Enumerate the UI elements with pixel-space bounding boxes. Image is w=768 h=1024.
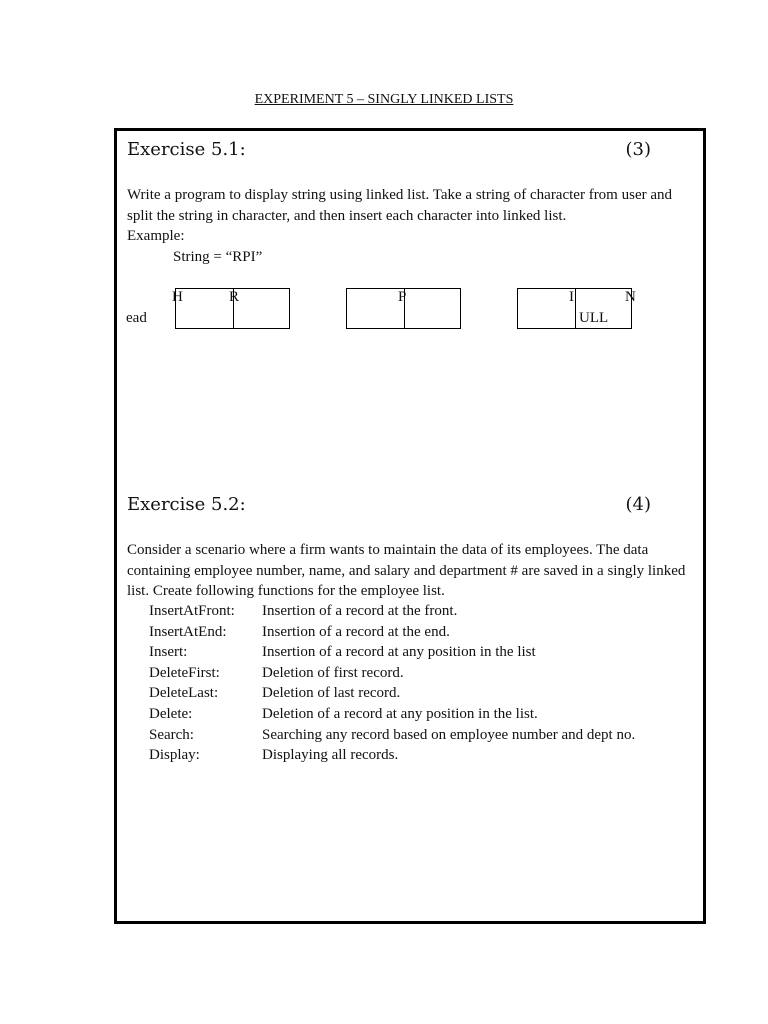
function-name: InsertAtEnd: — [149, 623, 227, 640]
function-row — [149, 725, 635, 746]
function-row — [149, 601, 635, 622]
null-label: ULL — [579, 310, 609, 326]
node-next-cell — [404, 289, 461, 328]
exercise-2-line: Consider a scenario where a firm wants to maintain the data of its employees. The data — [127, 542, 649, 558]
function-name: DeleteLast: — [149, 685, 219, 702]
function-description: Displaying all records. — [262, 747, 399, 764]
linked-list-diagram — [117, 131, 697, 351]
function-name: Insert: — [149, 644, 188, 661]
function-row — [149, 745, 635, 766]
list-node-2 — [346, 288, 461, 329]
exercise-1-line: split the string in character, and then insert each character into linked list. — [127, 207, 567, 224]
function-name: Display: — [149, 747, 200, 764]
node-data-cell — [518, 289, 575, 328]
node-next-cell — [233, 289, 290, 328]
exercise-2-title: Exercise 5.2: — [127, 494, 246, 515]
exercise-frame — [114, 128, 706, 924]
function-name: Delete: — [149, 705, 193, 722]
diagram-fragment: H — [172, 289, 183, 305]
function-description: Deletion of last record. — [262, 685, 401, 702]
diagram-fragment: P — [398, 289, 407, 305]
exercise-2-description — [127, 540, 697, 602]
function-name: Search: — [149, 726, 194, 743]
node-data-cell — [176, 289, 233, 328]
head-label: ead — [126, 310, 147, 326]
list-node-3 — [517, 288, 632, 329]
function-name: DeleteFirst: — [149, 664, 220, 681]
exercise-1-title: Exercise 5.1: — [127, 139, 246, 160]
function-name: InsertAtFront: — [149, 603, 235, 619]
function-description: Insertion of a record at any position in the list — [262, 644, 536, 661]
page-title: EXPERIMENT 5 – SINGLY LINKED LISTS — [254, 92, 514, 107]
function-row — [149, 642, 635, 663]
function-description: Deletion of first record. — [262, 664, 404, 681]
function-description: Insertion of a record at the front. — [262, 603, 458, 619]
diagram-fragment: R — [229, 289, 240, 305]
exercise-2-marks: (4) — [625, 494, 651, 515]
example-string: String = “RPI” — [173, 248, 263, 265]
diagram-fragment: N — [625, 289, 636, 305]
function-row — [149, 683, 635, 704]
node-data-cell — [347, 289, 407, 328]
exercise-2-line: list. Create following functions for the employee list. — [127, 583, 445, 600]
function-row — [149, 704, 635, 725]
function-description: Insertion of a record at the end. — [262, 623, 450, 640]
exercise-1-line: Example: — [127, 228, 185, 245]
list-node-1 — [175, 288, 290, 329]
exercise-1-marks: (3) — [625, 139, 651, 160]
function-row — [149, 663, 635, 684]
function-description: Searching any record based on employee number and dept no. — [262, 726, 636, 743]
function-row — [149, 622, 635, 643]
function-description: Deletion of a record at any position in the list. — [262, 705, 538, 722]
function-list — [149, 601, 635, 766]
exercise-1-line: Write a program to display string using linked list. Take a string of character from user and — [127, 187, 673, 203]
diagram-fragment: I — [569, 289, 574, 305]
exercise-2-line: containing employee number, name, and salary and department # are saved in a singly linked — [127, 562, 686, 579]
